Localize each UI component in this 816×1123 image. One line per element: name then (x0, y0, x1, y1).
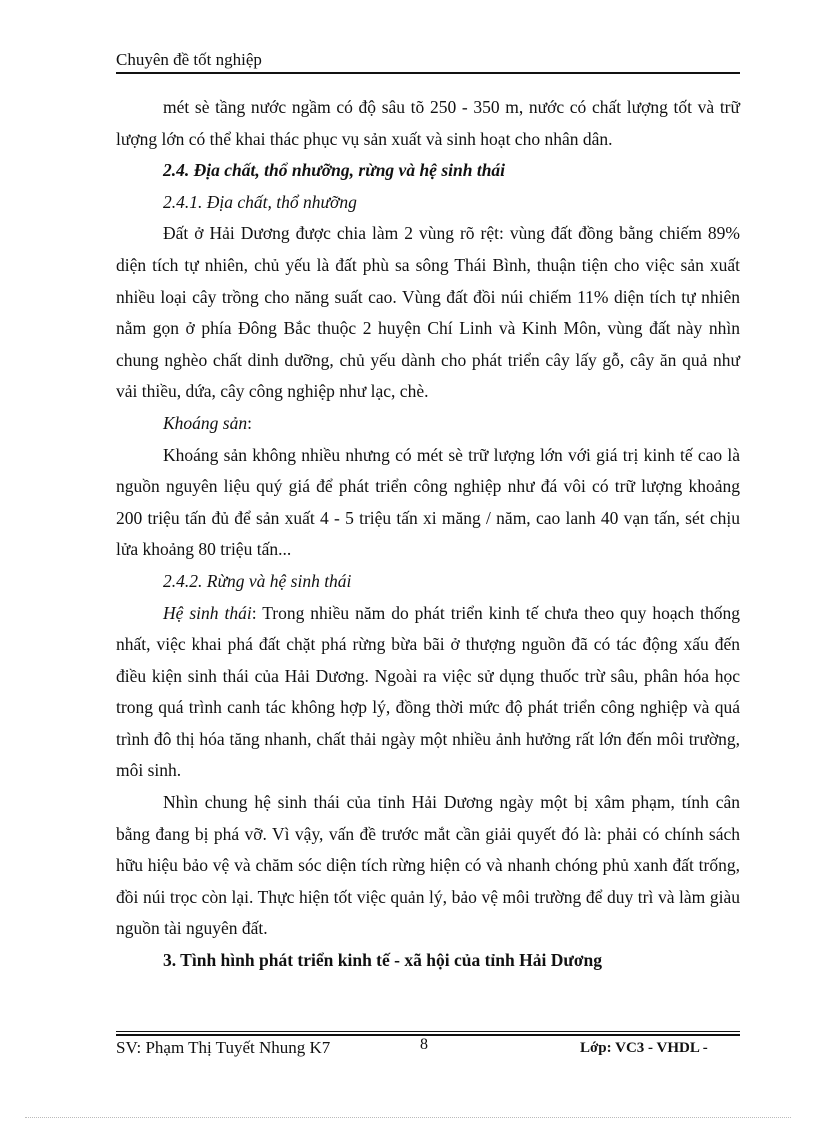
paragraph-soil: Đất ở Hải Dương được chia làm 2 vùng rõ rệt: vùng đất đồng bằng chiếm 89% diện tích tự nhiên, chủ yếu là đất phù sa sông Thái Bình, thuận tiện cho việc sản xuất nhiều loại cây trồng cho năng suất cao. Vùng đất đồi núi chiếm 11% diện tích tự nhiên nằm gọn ở phía Đông Bắc thuộc 2 huyện Chí Linh và Kinh Môn, vùng đất này nhìn chung nghèo chất dinh dưỡng, chủ yếu dành cho phát triển cây lấy gỗ, cây ăn quả như vải thiều, dứa, cây công nghiệp như lạc, chè. (116, 223, 740, 402)
minerals-colon: : (247, 412, 252, 433)
heading-3: 3. Tình hình phát triển kinh tế - xã hội của tỉnh Hải Dương (163, 950, 603, 971)
footer-rule-thick (116, 1034, 740, 1036)
footer-rule-thin (116, 1031, 740, 1032)
header-title: Chuyên đề tốt nghiệp (116, 50, 262, 69)
paragraph-groundwater: mét sè tầng nước ngầm có độ sâu tõ 250 - 350 m, nước có chất lượng tốt và trữ lượng lớn có thể khai thác phục vụ sản xuất và sinh hoạt cho nhân dân. (116, 97, 740, 149)
ecosystem-label: Hệ sinh thái (163, 602, 252, 623)
paragraph-ecosystem (116, 598, 740, 788)
footer-student: SV: Phạm Thị Tuyết Nhung K7 (116, 1038, 331, 1057)
footer-class: Lớp: VC3 - VHDL - (580, 1040, 708, 1056)
bottom-dotted-line (25, 1117, 791, 1118)
paragraph-minerals-label (116, 408, 740, 440)
heading-2-4: 2.4. Địa chất, thổ nhưỡng, rừng và hệ sinh thái (163, 160, 506, 181)
heading-2-4-1: 2.4.1. Địa chất, thổ nhưỡng (163, 191, 357, 212)
ecosystem-text: : Trong nhiều năm do phát triển kinh tế chưa theo quy hoạch thống nhất, việc khai phá đất chặt phá rừng bừa bãi ở thượng nguồn đã có tác động xấu đến điều kiện sinh thái của Hải Dương. Ngoài ra việc sử dụng thuốc trừ sâu, phân hóa học trong quá trình canh tác không hợp lý, đồng thời mức độ phát triển công nghiệp và quá trình đô thị hóa tăng nhanh, chất thải ngày một nhiều ảnh hưởng rất lớn đến môi trường, môi sinh. (116, 602, 740, 781)
page-header (116, 50, 740, 74)
heading-2-4-2: 2.4.2. Rừng và hệ sinh thái (163, 570, 352, 591)
paragraph-ecosystem-summary: Nhìn chung hệ sinh thái của tỉnh Hải Dương ngày một bị xâm phạm, tính cân bằng đang bị phá vỡ. Vì vậy, vấn đề trước mắt cần giải quyết đó là: phải có chính sách hữu hiệu bảo vệ và chăm sóc diện tích rừng hiện có và nhanh chóng phủ xanh đất trống, đồi núi trọc còn lại. Thực hiện tốt việc quản lý, bảo vệ môi trường để duy trì và làm giàu nguồn tài nguyên đất. (116, 792, 740, 939)
document-body (116, 92, 740, 977)
minerals-label: Khoáng sản (163, 412, 248, 433)
paragraph-minerals: Khoáng sản không nhiều nhưng có mét sè trữ lượng lớn với giá trị kinh tế cao là nguồn nguyên liệu quý giá để phát triển công nghiệp như đá vôi có trữ lượng khoảng 200 triệu tấn đủ để sản xuất 4 - 5 triệu tấn xi măng / năm, cao lanh 40 vạn tấn, sét chịu lửa khoảng 80 triệu tấn... (116, 444, 740, 560)
page-number: 8 (420, 1036, 428, 1053)
